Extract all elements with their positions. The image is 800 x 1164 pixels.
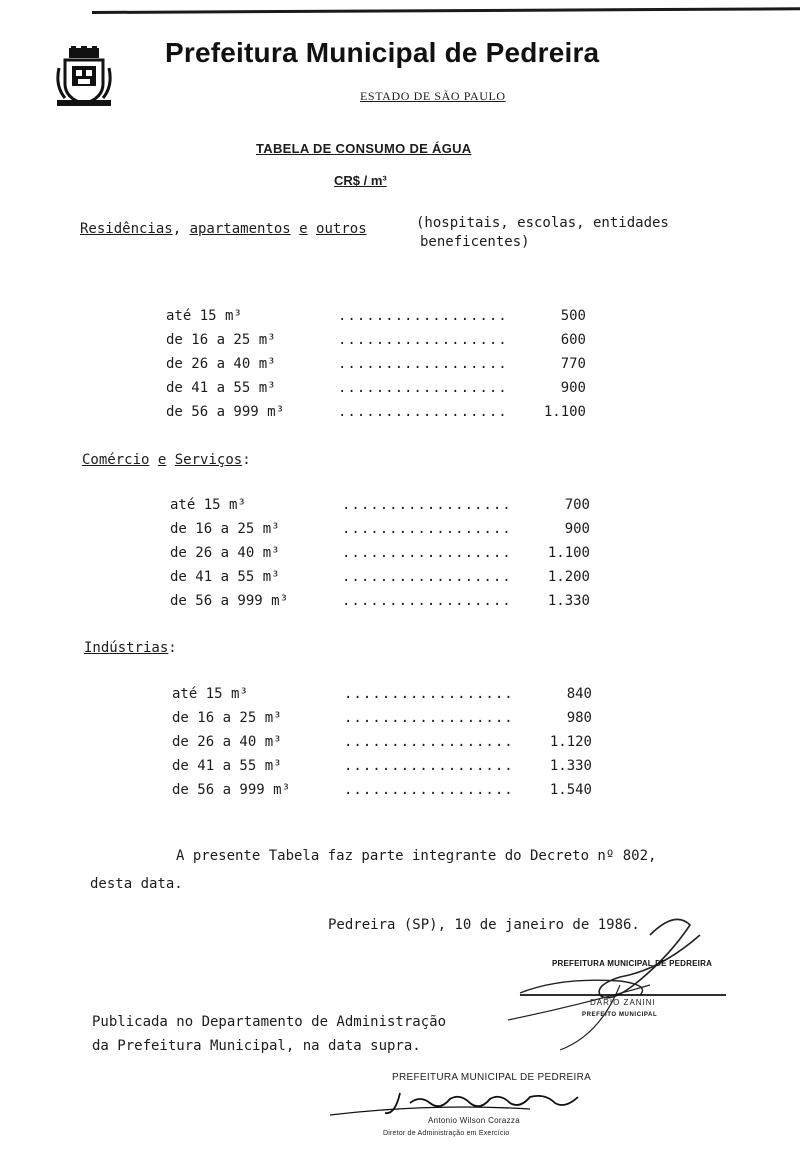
price-cell: 900 — [564, 521, 590, 537]
leader-dots: .................. — [344, 734, 514, 750]
top-rule — [92, 7, 800, 14]
range-cell: de 41 a 55 m³ — [172, 758, 282, 774]
category-label: Residências — [80, 221, 173, 237]
price-cell: 980 — [566, 710, 592, 726]
category-label: Serviços — [174, 452, 243, 468]
category-heading-comercio — [82, 452, 251, 468]
category-label: e — [299, 221, 308, 237]
category-label: , — [172, 221, 190, 237]
category-label: outros — [316, 221, 367, 237]
category-heading-residencial — [80, 221, 367, 237]
category-label: : — [242, 452, 251, 468]
date-line: Pedreira (SP), 10 de janeiro de 1986. — [328, 917, 640, 933]
price-cell: 1.330 — [549, 758, 592, 774]
mayor-name: DARIO ZANINI — [590, 998, 656, 1007]
price-cell: 1.330 — [547, 593, 590, 609]
mayor-signature — [500, 915, 730, 1055]
price-cell: 840 — [566, 686, 592, 702]
range-cell: de 56 a 999 m³ — [172, 782, 291, 798]
range-cell: de 26 a 40 m³ — [172, 734, 282, 750]
price-cell: 1.100 — [547, 545, 590, 561]
leader-dots: .................. — [344, 710, 514, 726]
page-title: Prefeitura Municipal de Pedreira — [165, 37, 600, 68]
leader-dots: .................. — [342, 545, 512, 561]
range-cell: de 16 a 25 m³ — [170, 521, 280, 537]
range-cell: de 26 a 40 m³ — [166, 356, 276, 372]
price-cell: 1.200 — [547, 569, 590, 585]
category-heading-industrias — [84, 640, 177, 656]
price-cell: 1.100 — [543, 404, 586, 420]
leader-dots: .................. — [338, 380, 508, 396]
range-cell: até 15 m³ — [172, 686, 248, 702]
category-label: : — [168, 640, 177, 656]
publication-line2: da Prefeitura Municipal, na data supra. — [92, 1038, 421, 1054]
category-note: (hospitais, escolas, entidades — [416, 215, 669, 231]
state-subtitle: ESTADO DE SÃO PAULO — [360, 89, 506, 103]
category-label — [166, 452, 174, 468]
leader-dots: .................. — [344, 782, 514, 798]
category-label: Comércio — [82, 452, 150, 468]
range-cell: até 15 m³ — [166, 308, 242, 324]
director-name: Antonio Wilson Corazza — [428, 1116, 520, 1125]
leader-dots: .................. — [338, 332, 508, 348]
range-cell: de 41 a 55 m³ — [170, 569, 280, 585]
leader-dots: .................. — [344, 758, 514, 774]
director-office-stamp: PREFEITURA MUNICIPAL DE PEDREIRA — [392, 1072, 592, 1083]
leader-dots: .................. — [338, 356, 508, 372]
leader-dots: .................. — [342, 569, 512, 585]
category-label — [308, 221, 316, 237]
range-cell: de 56 a 999 m³ — [166, 404, 285, 420]
publication-line1: Publicada no Departamento de Administração — [92, 1014, 447, 1030]
mayor-office-stamp: PREFEITURA MUNICIPAL DE PEDREIRA — [552, 959, 713, 968]
price-cell: 900 — [560, 380, 586, 396]
range-cell: de 16 a 25 m³ — [172, 710, 282, 726]
leader-dots: .................. — [338, 404, 508, 420]
category-label: e — [157, 452, 167, 468]
coat-of-arms-icon — [55, 46, 113, 108]
leader-dots: .................. — [342, 593, 512, 609]
decree-text-line2: desta data. — [90, 876, 183, 892]
category-label — [291, 221, 299, 237]
category-label — [149, 452, 157, 468]
director-role: Diretor de Administração em Exercício — [383, 1130, 510, 1137]
price-cell: 700 — [564, 497, 590, 513]
leader-dots: .................. — [342, 521, 512, 537]
leader-dots: .................. — [342, 497, 512, 513]
table-title: TABELA DE CONSUMO DE ÁGUA — [256, 141, 472, 156]
range-cell: de 26 a 40 m³ — [170, 545, 280, 561]
leader-dots: .................. — [338, 308, 508, 324]
category-note-2: beneficentes) — [420, 234, 530, 250]
category-label: apartamentos — [189, 221, 291, 237]
price-cell: 770 — [560, 356, 586, 372]
price-cell: 1.540 — [549, 782, 592, 798]
category-label: Indústrias — [84, 640, 169, 656]
decree-text-line1: A presente Tabela faz parte integrante do Decreto nº 802, — [176, 848, 657, 864]
leader-dots: .................. — [344, 686, 514, 702]
price-cell: 500 — [560, 308, 586, 324]
price-cell: 1.120 — [549, 734, 592, 750]
range-cell: de 56 a 999 m³ — [170, 593, 289, 609]
table-unit: CR$ / m³ — [334, 173, 387, 188]
range-cell: de 41 a 55 m³ — [166, 380, 276, 396]
range-cell: de 16 a 25 m³ — [166, 332, 276, 348]
mayor-role: PREFEITO MUNICIPAL — [582, 1012, 658, 1018]
price-cell: 600 — [560, 332, 586, 348]
range-cell: até 15 m³ — [170, 497, 246, 513]
